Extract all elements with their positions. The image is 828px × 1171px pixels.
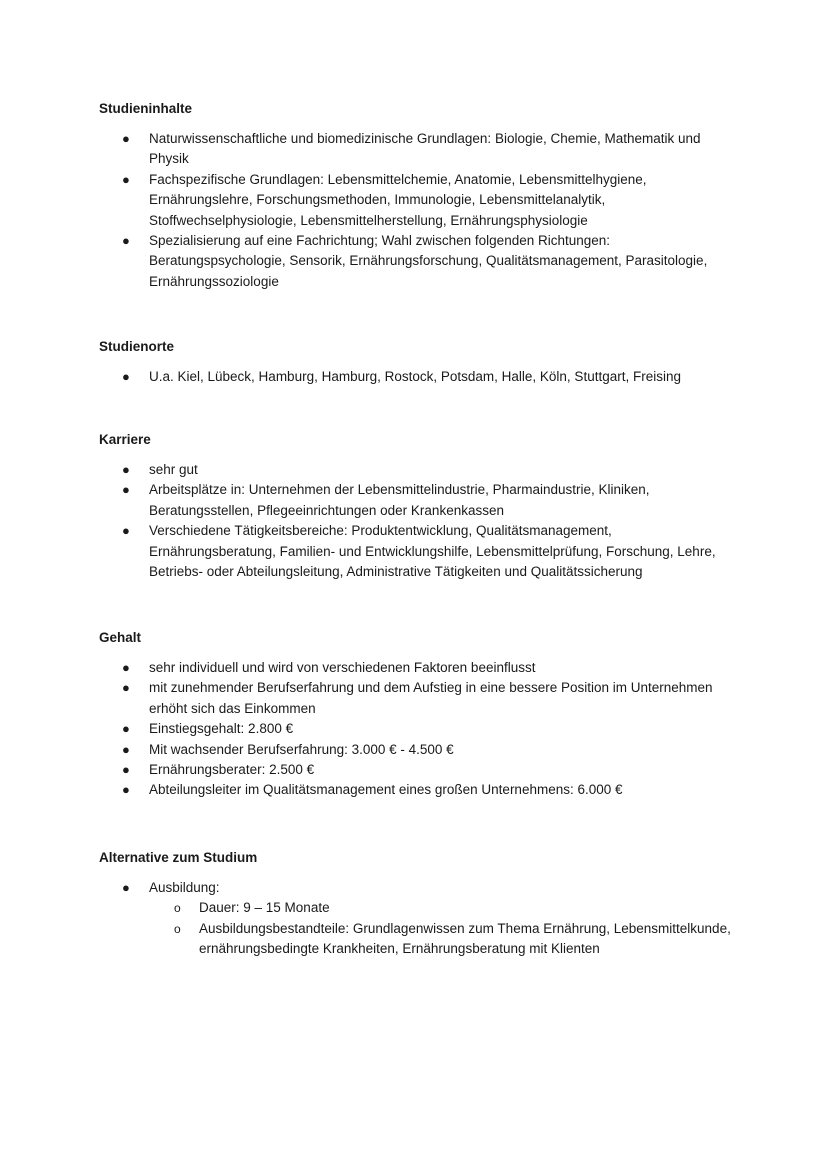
bullet-icon: ● bbox=[122, 680, 130, 696]
section-heading: Alternative zum Studium bbox=[99, 850, 258, 865]
section-gehalt bbox=[99, 628, 739, 801]
sub-list-item: o Dauer: 9 – 15 Monate bbox=[149, 898, 739, 918]
bullet-icon: ● bbox=[122, 523, 130, 539]
bullet-list bbox=[99, 658, 739, 801]
bullet-icon: ● bbox=[122, 462, 130, 477]
list-item: ● Ausbildung: o Dauer: 9 – 15 Monate o Ausbildungsbestandteile: Grundlagenwissen zum Thema Ernährung, Lebensmittelkunde, ernährungsbedingte Krankheiten, Ernährungsberatung mit Klienten bbox=[99, 878, 739, 960]
list-item: ● U.a. Kiel, Lübeck, Hamburg, Hamburg, Rostock, Potsdam, Halle, Köln, Stuttgart, Freising bbox=[99, 367, 739, 387]
hollow-bullet-icon: o bbox=[174, 921, 181, 936]
bullet-icon: ● bbox=[122, 131, 130, 146]
sub-list-item: o Ausbildungsbestandteile: Grundlagenwissen zum Thema Ernährung, Lebensmittelkunde, ernährungsbedingte Krankheiten, Ernährungsberatung mit Klienten bbox=[174, 920, 731, 957]
list-item: ● sehr gut bbox=[99, 460, 739, 480]
bullet-list bbox=[99, 367, 739, 387]
section-alternative bbox=[99, 848, 739, 960]
section-heading: Studieninhalte bbox=[99, 101, 193, 116]
bullet-list bbox=[99, 129, 739, 292]
bullet-icon: ● bbox=[122, 741, 130, 757]
bullet-icon: ● bbox=[122, 721, 130, 737]
bullet-icon: ● bbox=[122, 880, 130, 895]
section-heading: Karriere bbox=[99, 432, 151, 447]
bullet-icon: ● bbox=[122, 171, 130, 187]
list-item: ● Fachspezifische Grundlagen: Lebensmittelchemie, Anatomie, Lebensmittelhygiene, Ernährungslehre, Forschungsmethoden, Immunologie, Lebensmittelanalytik, Stoffwechselphysiologie, Lebensmittelherstellung, Ernährungsphysiologie bbox=[122, 171, 647, 228]
list-item: ● Ernährungsberater: 2.500 € bbox=[99, 760, 739, 780]
list-item: ● Naturwissenschaftliche und biomedizinische Grundlagen: Biologie, Chemie, Mathematik und Physik bbox=[122, 131, 701, 167]
list-item: ● sehr individuell und wird von verschiedenen Faktoren beeinflusst bbox=[99, 658, 739, 678]
list-item: ● Einstiegsgehalt: 2.800 € bbox=[99, 719, 739, 739]
list-item: ● Verschiedene Tätigkeitsbereiche: Produktentwicklung, Qualitätsmanagement, Ernährungsberatung, Familien- und Entwicklungshilfe, Lebensmittelprüfung, Forschung, Lehre, Betriebs- oder Abteilungsleitung, Administrative Tätigkeiten und Qualitätssicherung bbox=[122, 523, 716, 580]
list-item: ● Arbeitsplätze in: Unternehmen der Lebensmittelindustrie, Pharmaindustrie, Kliniken, Beratungsstellen, Pflegeeinrichtungen oder Krankenkassen bbox=[122, 482, 650, 518]
bullet-icon: ● bbox=[122, 369, 130, 384]
bullet-icon: ● bbox=[122, 762, 130, 778]
section-studieninhalte bbox=[99, 99, 739, 292]
bullet-icon: ● bbox=[122, 482, 130, 498]
section-karriere bbox=[99, 430, 739, 582]
bullet-icon: ● bbox=[122, 660, 130, 675]
section-studienorte bbox=[99, 337, 739, 387]
list-item: ● Spezialisierung auf eine Fachrichtung; Wahl zwischen folgenden Richtungen: Beratungspsychologie, Sensorik, Ernährungsforschung, Qualitätsmanagement, Parasitologie, Ernährungssoziologie bbox=[122, 233, 708, 289]
bullet-list bbox=[99, 460, 739, 582]
list-item: ● Mit wachsender Berufserfahrung: 3.000 € - 4.500 € bbox=[99, 740, 739, 760]
bullet-icon: ● bbox=[122, 233, 130, 249]
list-item: ● Abteilungsleiter im Qualitätsmanagement eines großen Unternehmens: 6.000 € bbox=[99, 780, 739, 800]
bullet-icon: ● bbox=[122, 782, 130, 798]
section-heading: Gehalt bbox=[99, 630, 142, 645]
hollow-bullet-icon: o bbox=[174, 901, 181, 916]
list-item: ● mit zunehmender Berufserfahrung und dem Aufstieg in eine bessere Position im Unternehmen erhöht sich das Einkommen bbox=[122, 680, 713, 716]
section-heading: Studienorte bbox=[99, 339, 175, 354]
bullet-list bbox=[99, 878, 739, 960]
sub-list bbox=[149, 898, 739, 959]
